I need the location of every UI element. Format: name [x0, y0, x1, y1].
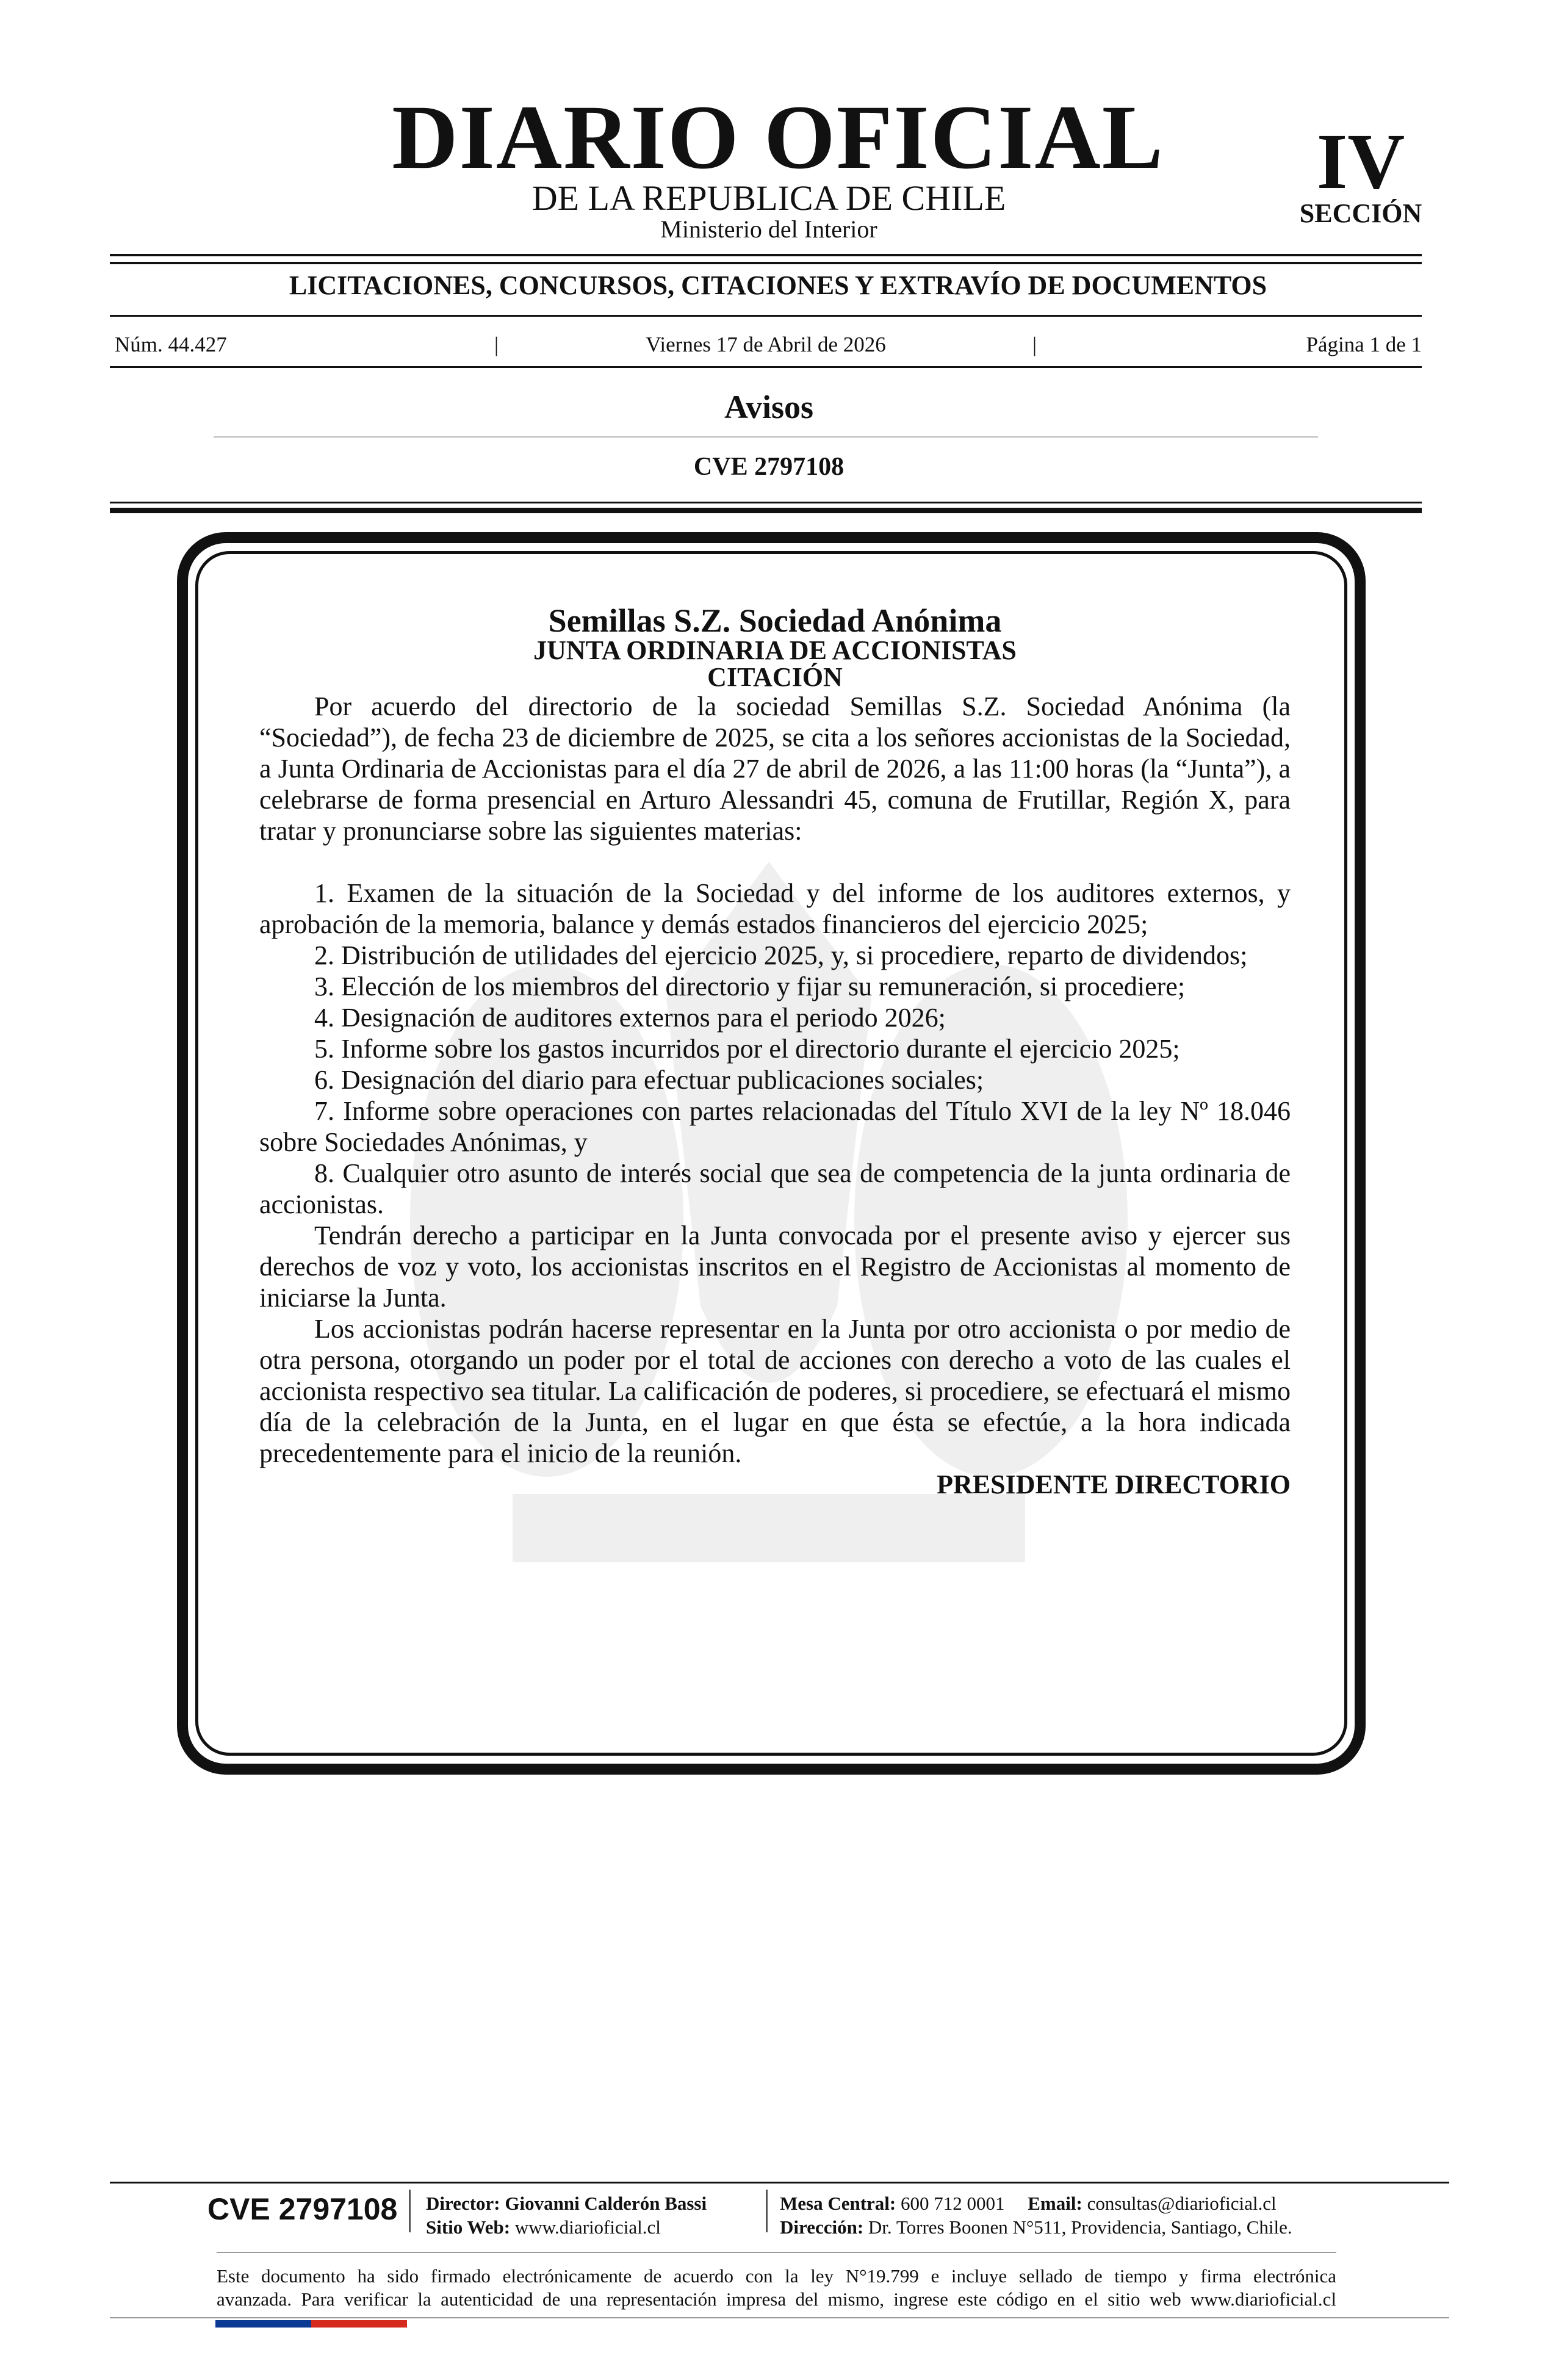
masthead-title: DIARIO OFICIAL: [392, 87, 1164, 188]
agenda-item: 5. Informe sobre los gastos incurridos por el directorio durante el ejercicio 2025;: [314, 1034, 1180, 1064]
footer-contact: [780, 2194, 1277, 2213]
masthead-subtitle: DE LA REPUBLICA DE CHILE: [531, 178, 1006, 218]
footer-address: [780, 2218, 1292, 2237]
masthead-ministry: Ministerio del Interior: [660, 215, 877, 243]
section-label: SECCIÓN: [1299, 198, 1422, 228]
divider: [110, 254, 1422, 256]
flag-stripe-red: [311, 2320, 407, 2328]
separator: |: [494, 333, 499, 356]
flag-stripe-blue: [215, 2320, 311, 2328]
agenda-item: 2. Distribución de utilidades del ejercicio 2025, y, si procediere, reparto de dividendos;: [314, 940, 1248, 970]
divider: [214, 436, 1318, 438]
section-heading: Avisos: [724, 389, 814, 425]
footer-director: [426, 2194, 707, 2213]
footer-separator: [766, 2190, 768, 2232]
company-name: Semillas S.Z. Sociedad Anónima: [548, 602, 1002, 639]
address-value: Dr. Torres Boonen N°511, Providencia, Santiago, Chile.: [868, 2216, 1292, 2238]
divider: [110, 508, 1422, 513]
legal-notice: [217, 2265, 1336, 2311]
agenda-item: 3. Elección de los miembros del directorio y fijar su remuneración, si procediere;: [314, 972, 1186, 1001]
agenda-item: 1. Examen de la situación de la Sociedad y del informe de los auditores externos, y aprobación de la memoria, balance y demás estados financieros del ejercicio 2025;: [259, 878, 1291, 939]
divider: [110, 502, 1422, 503]
meeting-title: JUNTA ORDINARIA DE ACCIONISTAS: [533, 635, 1017, 665]
separator: |: [1032, 333, 1037, 356]
website-link[interactable]: www.diarioficial.cl: [514, 2216, 661, 2238]
director-label: Director:: [426, 2193, 500, 2214]
divider: [110, 366, 1422, 368]
issue-number: Núm. 44.427: [115, 333, 227, 356]
agenda-item: 8. Cualquier otro asunto de interés social que sea de competencia de la junta ordinaria de accionistas.: [259, 1158, 1291, 1219]
footer-divider: [217, 2252, 1336, 2253]
footer-separator: [409, 2190, 411, 2232]
footer-cve-code: CVE 2797108: [207, 2192, 398, 2226]
phone-label: Mesa Central:: [780, 2193, 896, 2214]
divider: [110, 262, 1422, 264]
footer-divider: [110, 2317, 1449, 2318]
footer-divider: [110, 2182, 1449, 2183]
page-number: Página 1 de 1: [1306, 333, 1422, 356]
signature: PRESIDENTE DIRECTORIO: [937, 1469, 1291, 1499]
agenda-list: [259, 878, 1291, 1220]
legal-line: avanzada. Para verificar la autenticidad de una representación impresa del mismo, ingrese este código en el sitio web www.diarioficial.cl: [217, 2288, 1336, 2310]
agenda-item: 4. Designación de auditores externos para el periodo 2026;: [314, 1003, 946, 1033]
section-number: IV: [1316, 118, 1405, 206]
email-link[interactable]: consultas@diarioficial.cl: [1087, 2193, 1277, 2214]
legal-line: Este documento ha sido firmado electrónicamente de acuerdo con la ley N°19.799 e incluye sellado de tiempo y firma electrónica: [217, 2265, 1336, 2287]
intro-paragraph: Por acuerdo del directorio de la sociedad Semillas S.Z. Sociedad Anónima (la “Sociedad”), de fecha 23 de diciembre de 2025, se cita a los señores accionistas de la Sociedad, a Junta Ordinaria de Accionistas para el día 27 de abril de 2026, a las 11:00 horas (la “Junta”), a celebrarse de forma presencial en Arturo Alessandri 45, comuna de Frutillar, Región X, para tratar y pronunciarse sobre las siguientes materias:: [259, 691, 1291, 846]
citation-title: CITACIÓN: [707, 662, 843, 692]
website-label: Sitio Web:: [426, 2216, 511, 2238]
cve-code: CVE 2797108: [693, 453, 845, 481]
category-heading: LICITACIONES, CONCURSOS, CITACIONES Y EXTRAVÍO DE DOCUMENTOS: [289, 270, 1267, 300]
agenda-item: 6. Designación del diario para efectuar publicaciones sociales;: [314, 1065, 984, 1095]
phone-value: 600 712 0001: [901, 2193, 1005, 2214]
issue-date: Viernes 17 de Abril de 2026: [646, 333, 886, 356]
footer-website: [426, 2218, 661, 2237]
email-label: Email:: [1028, 2193, 1082, 2214]
divider: [110, 315, 1422, 317]
director-name: Giovanni Calderón Bassi: [505, 2193, 707, 2214]
representation-paragraph: Los accionistas podrán hacerse representar en la Junta por otro accionista o por medio de otra persona, otorgando un poder por el total de acciones con derecho a voto de las cuales el accionista respectivo sea titular. La calificación de poderes, si procediere, se efectuará el mismo día de la celebración de la Junta, en el lugar en que ésta se efectúe, a la hora indicada precedentemente para el inicio de la reunión.: [259, 1314, 1291, 1468]
agenda-item: 7. Informe sobre operaciones con partes relacionadas del Título XVI de la ley Nº 18.046 sobre Sociedades Anónimas, y: [259, 1096, 1291, 1157]
notice-content: [259, 604, 1291, 1500]
address-label: Dirección:: [780, 2216, 864, 2238]
participation-paragraph: Tendrán derecho a participar en la Junta convocada por el presente aviso y ejercer sus derechos de voz y voto, los accionistas inscritos en el Registro de Accionistas al momento de iniciarse la Junta.: [259, 1221, 1291, 1313]
